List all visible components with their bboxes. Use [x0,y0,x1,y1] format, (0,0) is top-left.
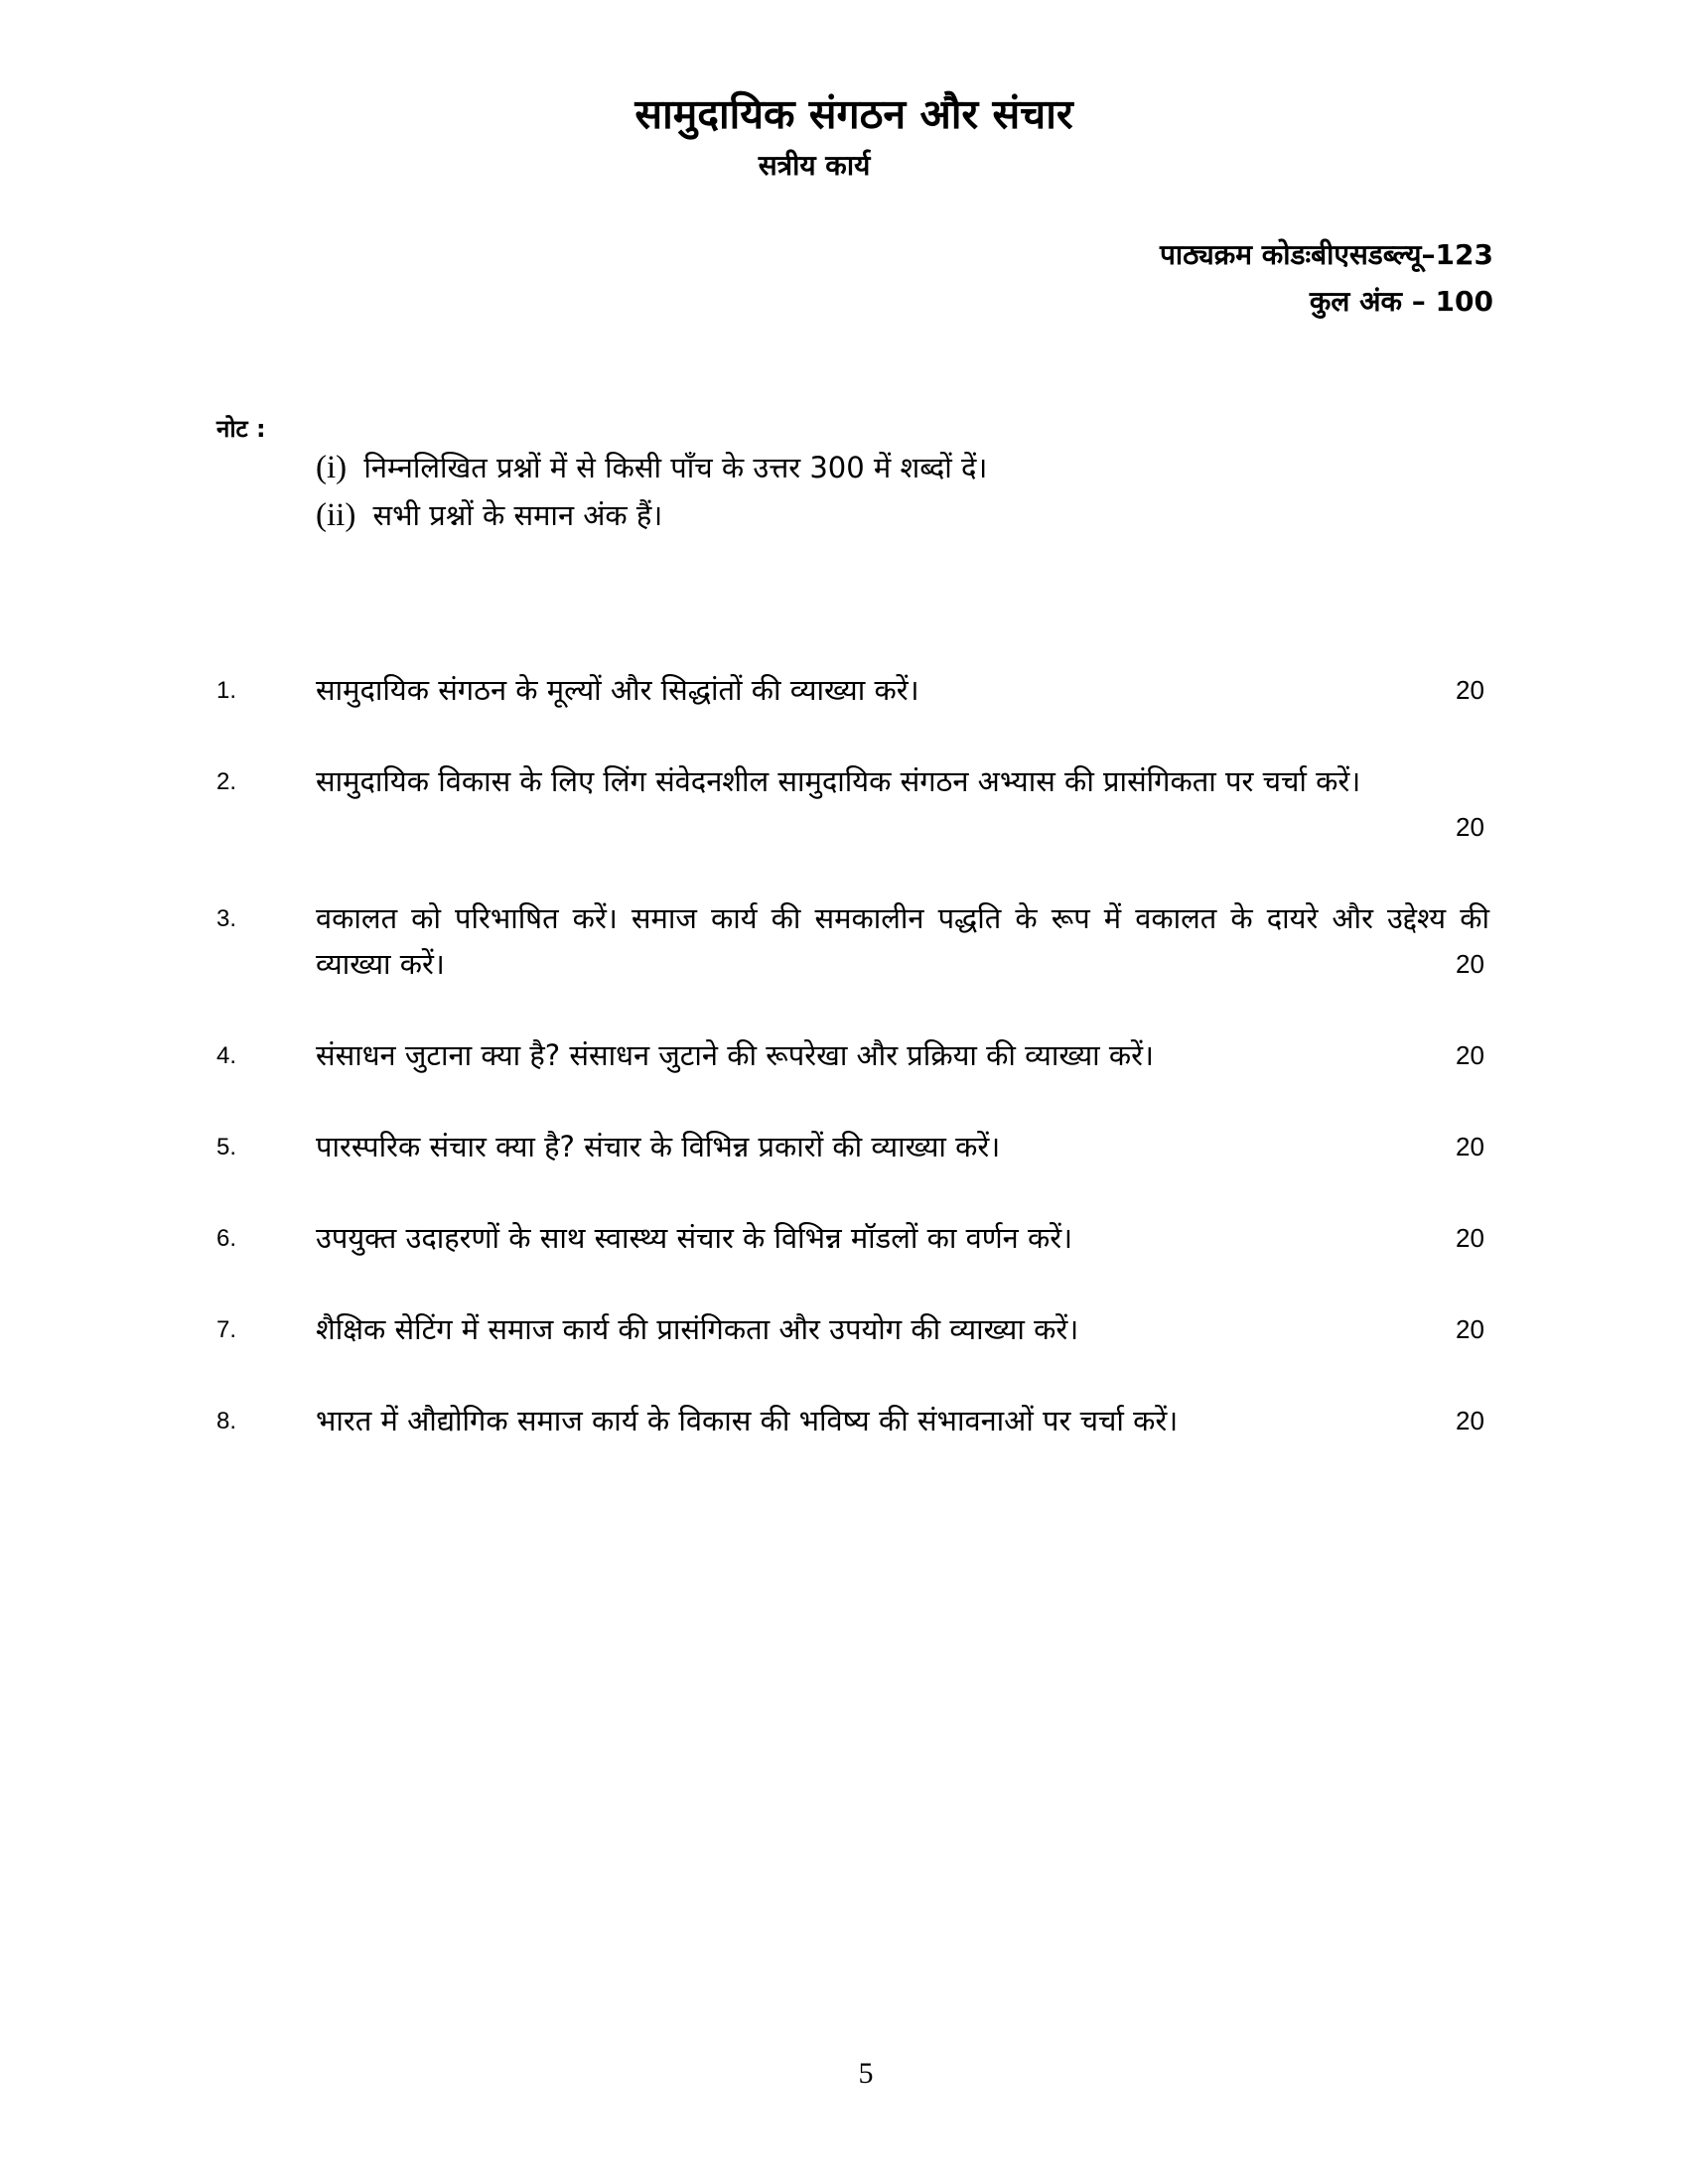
note-item-number: (i) [316,450,348,485]
question-number: 3. [216,905,237,932]
question-text: उपयुक्त उदाहरणों के साथ स्वास्थ्य संचार के विभिन्न मॉडलों का वर्णन करें। [316,1221,1073,1255]
question-number: 2. [216,768,237,795]
question-text: शैक्षिक सेटिंग में समाज कार्य की प्रासंगिकता और उपयोग की व्याख्या करें। [316,1312,1079,1346]
note-item [316,448,987,486]
question-marks: 20 [1456,675,1484,705]
question-text: सामुदायिक संगठन के मूल्यों और सिद्धांतों की व्याख्या करें। [316,673,919,707]
page-number: 5 [858,2057,874,2090]
note-item-text: निम्नलिखित प्रश्नों में से किसी पाँच के उत्तर 300 में शब्दों दें। [363,451,988,484]
note-item [316,495,662,534]
page-subtitle: सत्रीय कार्य [758,149,871,182]
question-marks: 20 [1456,1223,1484,1253]
note-item-number: (ii) [316,497,356,533]
question-text: संसाधन जुटाना क्या है? संसाधन जुटाने की रूपरेखा और प्रक्रिया की व्याख्या करें। [316,1038,1155,1072]
question-marks: 20 [1456,1132,1484,1161]
question-text: भारत में औद्योगिक समाज कार्य के विकास की भविष्य की संभावनाओं पर चर्चा करें। [316,1404,1179,1437]
question-text: पारस्परिक संचार क्या है? संचार के विभिन्न प्रकारों की व्याख्या करें। [316,1130,1001,1163]
question-number: 8. [216,1408,237,1434]
question-number: 5. [216,1134,237,1160]
question-marks: 20 [1456,1040,1484,1070]
note-heading: नोट : [216,415,266,443]
question-text: वकालत को परिभाषित करें। समाज कार्य की समकालीन पद्धति के रूप में वकालत के दायरे और उद्देश्य की व्याख्या करें। [316,901,1489,981]
page-title: सामुदायिक संगठन और संचार [634,90,1073,138]
course-code: पाठ्यक्रम कोडःबीएसडब्ल्यू–123 [1160,238,1493,271]
question-marks: 20 [1456,949,1484,979]
question-number: 7. [216,1316,237,1343]
question-text: सामुदायिक विकास के लिए लिंग संवेदनशील सामुदायिक संगठन अभ्यास की प्रासंगिकता पर चर्चा करें। [316,764,1361,798]
question-number: 1. [216,677,237,704]
note-item-text: सभी प्रश्नों के समान अंक हैं। [372,498,663,532]
question-marks: 20 [1456,812,1484,842]
question-marks: 20 [1456,1406,1484,1435]
question-marks: 20 [1456,1314,1484,1344]
question-number: 6. [216,1225,237,1252]
total-marks: कुल अंक – 100 [1309,285,1493,318]
question-number: 4. [216,1042,237,1069]
